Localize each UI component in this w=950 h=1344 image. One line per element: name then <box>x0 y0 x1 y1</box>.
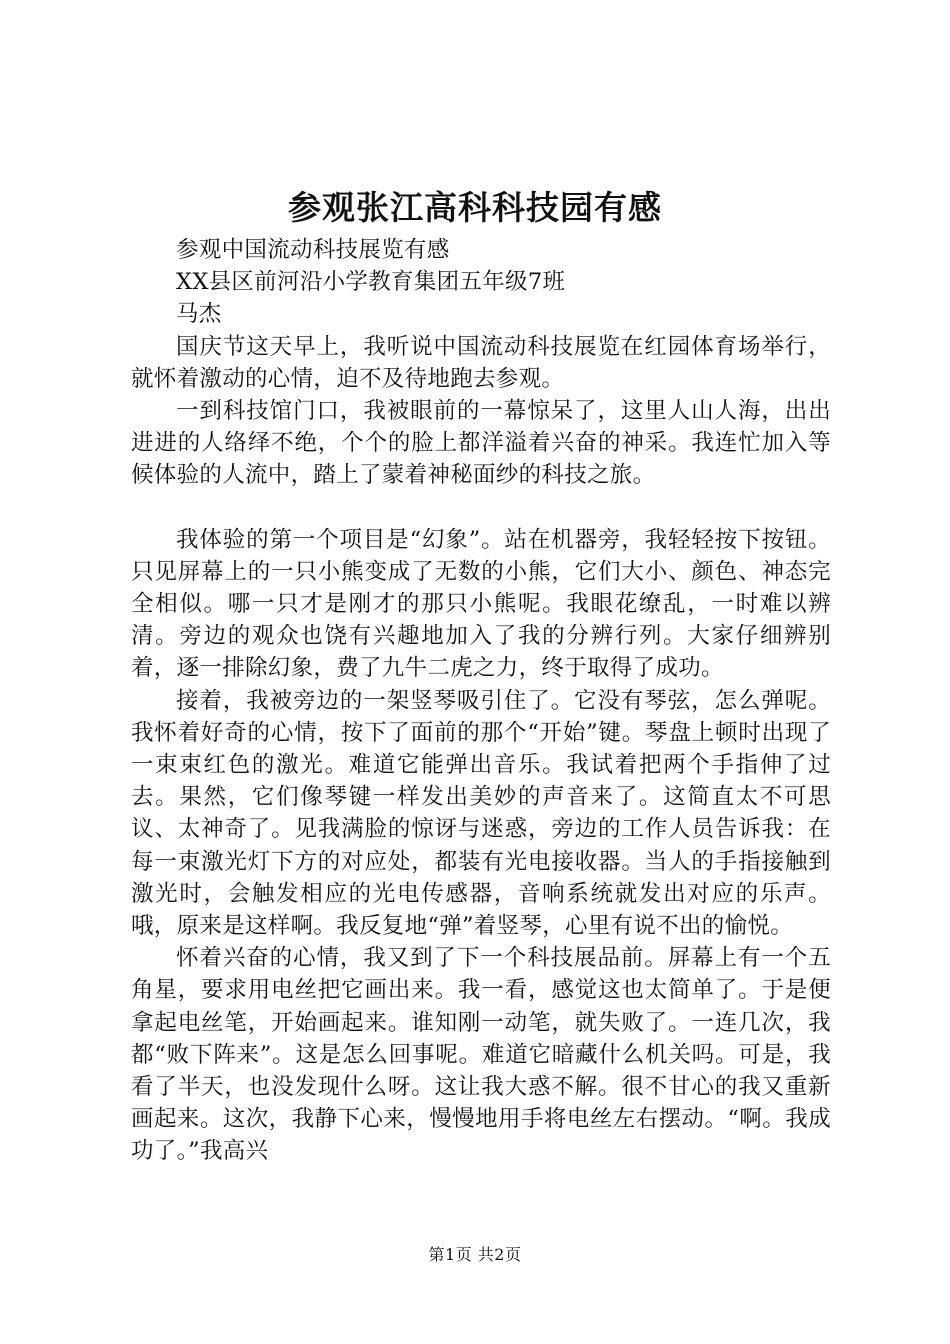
subtitle-line: 参观中国流动科技展览有感 <box>176 237 450 263</box>
paragraph: 国庆节这天早上，我听说中国流动科技展览在红园体育场举行，就怀着激动的心情，迫不及待地跑去参观。 <box>131 333 831 392</box>
document-title: 参观张江高科科技园有感 <box>288 188 662 227</box>
paragraph: 我体验的第一个项目是“幻象”。站在机器旁，我轻轻按下按钮。只见屏幕上的一只小熊变成了无数的小熊，它们大小、颜色、神态完全相似。哪一只才是刚才的那只小熊呢。我眼花缭乱，一时难以辨清。旁边的观众也饶有兴趣地加入了我的分辨行列。大家仔细辨别着，逐一排除幻象，费了九牛二虎之力，终于取得了成功。 <box>131 526 831 682</box>
page-number-footer: 第1页 共2页 <box>428 1245 522 1264</box>
paragraph: 怀着兴奋的心情，我又到了下一个科技展品前。屏幕上有一个五角星，要求用电丝把它画出来。我一看，感觉这也太简单了。于是便拿起电丝笔，开始画起来。谁知刚一动笔，就失败了。一连几次，我都“败下阵来”。这是怎么回事呢。难道它暗藏什么机关吗。可是，我看了半天，也没发现什么呀。这让我大惑不解。很不甘心的我又重新画起来。这次，我静下心来，慢慢地用手将电丝左右摆动。“啊。我成功了。”我高兴 <box>131 945 831 1165</box>
paragraph: 接着，我被旁边的一架竖琴吸引住了。它没有琴弦，怎么弹呢。我怀着好奇的心情，按下了面前的那个“开始”键。琴盘上顿时出现了一束束红色的激光。难道它能弹出音乐。我试着把两个手指伸了过去。果然，它们像琴键一样发出美妙的声音来了。这简直太不可思议、太神奇了。见我满脸的惊讶与迷惑，旁边的工作人员告诉我：在每一束激光灯下方的对应处，都装有光电接收器。当人的手指接触到激光时，会触发相应的光电传感器，音响系统就发出对应的乐声。哦，原来是这样啊。我反复地“弹”着竖琴，心里有说不出的愉悦。 <box>131 687 831 940</box>
school-line: XX县区前河沿小学教育集团五年级7班 <box>176 269 566 296</box>
paragraph-spacer <box>131 492 831 524</box>
paragraph: 一到科技馆门口，我被眼前的一幕惊呆了，这里人山人海，出出进进的人络绎不绝，个个的脸上都洋溢着兴奋的神采。我连忙加入等候体验的人流中，踏上了蒙着神秘面纱的科技之旅。 <box>131 398 831 489</box>
document-body <box>131 234 831 1168</box>
author-line: 马杰 <box>176 301 222 328</box>
